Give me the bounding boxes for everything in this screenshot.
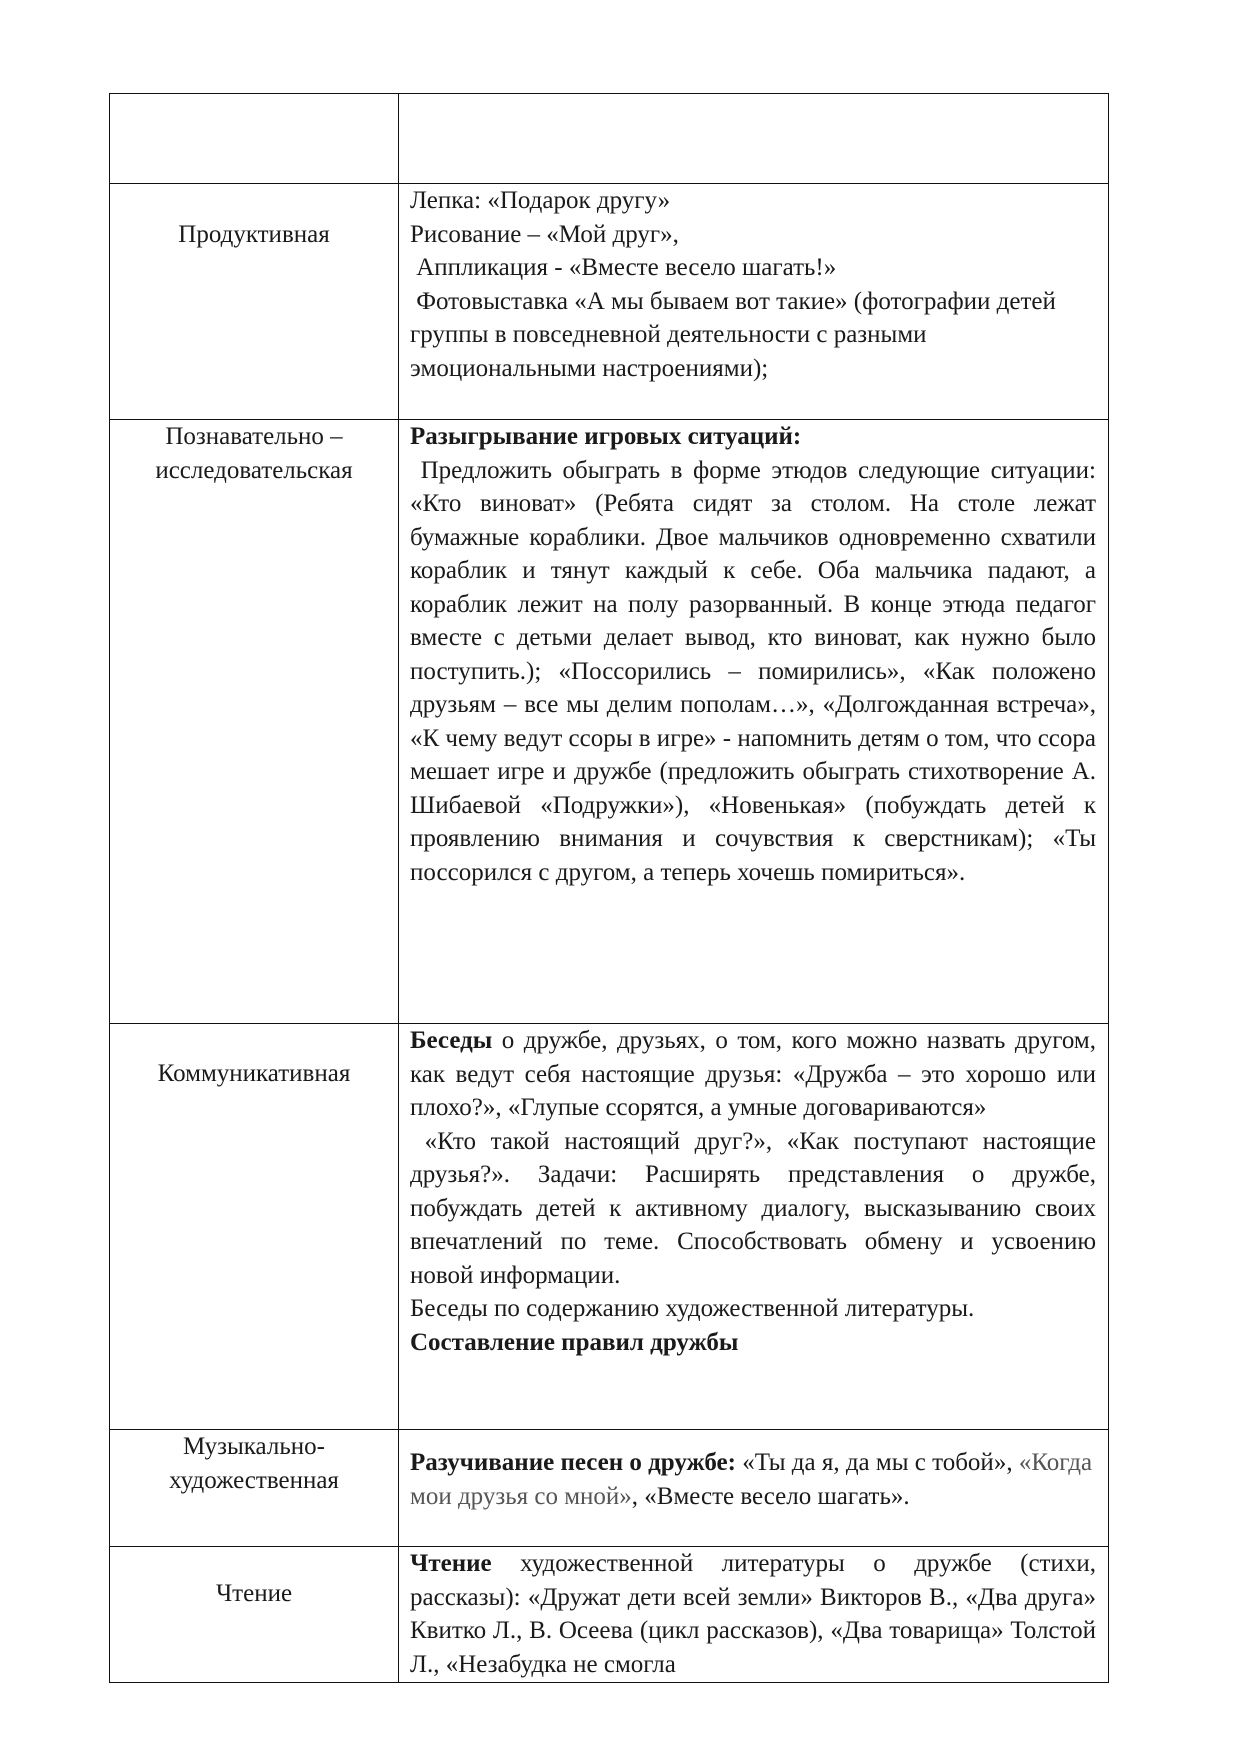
content-cell	[399, 184, 1109, 420]
table-row	[110, 184, 1109, 420]
content-line: Рисование – «Мой друг»,	[410, 220, 679, 248]
table-row	[110, 1547, 1109, 1683]
content-paragraph	[410, 1547, 1103, 1681]
activity-label: Чтение	[215, 1580, 293, 1607]
content-paragraph: Предложить обыграть в форме этюдов следующие ситуации: «Кто виноват» (Ребята сидят за столом. На столе лежат бумажные кораблики. Двое мальчиков одновременно схватили кораблик и тянут каждый к себе. Оба мальчика падают, а кораблик лежит на полу разорванный. В конце этюда педагог вместе с детьми делает вывод, кто виноват, как нужно было поступить.); «Поссорились – помирились», «Как положено друзьям – все мы делим пополам…», «Долгожданная встреча», «К чему ведут ссоры в игре» - напомнить детям о том, что ссора мешает игре и дружбе (предложить обыграть стихотворение А. Шибаевой «Подружки»), «Новенькая» (побуждать детей к проявлению внимания и сочувствия к сверстникам); «Ты поссорился с другом, а теперь хочешь помириться».	[410, 456, 1103, 886]
activity-cell	[110, 94, 399, 184]
content-cell	[399, 1024, 1109, 1430]
content-text: художественной литературы о дружбе (стихи, рассказы): «Дружат дети всей земли» Викторов В., «Два друга» Квитко Л., В. Осеева (цикл рассказов), «Два товарища» Толстой Л., «Незабудка не смогла	[410, 1550, 1103, 1678]
song-title: «Ты да я, да мы с тобой»,	[735, 1449, 1019, 1476]
content-cell	[399, 420, 1109, 1024]
content-cell	[399, 1430, 1109, 1547]
activity-cell	[110, 1547, 399, 1683]
content-text: о дружбе, друзьях, о том, кого можно назвать другом, как ведут себя настоящие друзья: «Дружба – это хорошо или плохо?», «Глупые ссорятся, а умные договариваются»	[410, 1027, 1103, 1121]
song-title: , «Вместе весело шагать».	[631, 1482, 910, 1510]
activity-cell	[110, 1024, 399, 1430]
content-heading: Составление правил дружбы	[410, 1328, 739, 1356]
content-lead: Беседы	[410, 1027, 493, 1054]
content-line: Лепка: «Подарок другу»	[410, 187, 671, 214]
content-cell	[399, 1547, 1109, 1683]
content-paragraph: «Кто такой настоящий друг?», «Как поступают настоящие друзья?». Задачи: Расширять представления о дружбе, побуждать детей к активному диалогу, высказыванию своих впечатлений по теме. Способствовать обмену и усвоению новой информации.	[410, 1127, 1103, 1289]
table-row	[110, 1024, 1109, 1430]
content-paragraph	[410, 1446, 1096, 1513]
content-heading: Разыгрывание игровых ситуаций:	[410, 423, 802, 450]
activity-cell	[110, 420, 399, 1024]
content-lead: Разучивание песен о дружбе:	[410, 1449, 736, 1476]
content-cell	[399, 94, 1109, 184]
activity-cell	[110, 184, 399, 420]
activities-table	[109, 93, 1109, 1683]
activity-label: Продуктивная	[178, 221, 330, 248]
content-lead: Чтение	[410, 1550, 492, 1577]
activity-cell	[110, 1430, 399, 1547]
activity-label: Коммуникативная	[157, 1060, 351, 1087]
activity-label: Музыкально-художественная	[169, 1433, 339, 1494]
content-paragraph: Беседы по содержанию художественной литературы.	[410, 1295, 975, 1322]
table-row	[110, 420, 1109, 1024]
table-row	[110, 1430, 1109, 1547]
activity-label: Познавательно – исследовательская	[155, 423, 353, 484]
content-paragraph	[410, 1024, 1103, 1125]
song-title: «Когда мои друзья со мной»	[410, 1449, 1093, 1510]
content-line: Аппликация - «Вместе весело шагать!»	[410, 254, 837, 281]
table-row	[110, 94, 1109, 184]
content-line: Фотовыставка «А мы бываем вот такие» (фотографии детей группы в повседневной деятельности с разными эмоциональными настроениями);	[410, 287, 1063, 382]
